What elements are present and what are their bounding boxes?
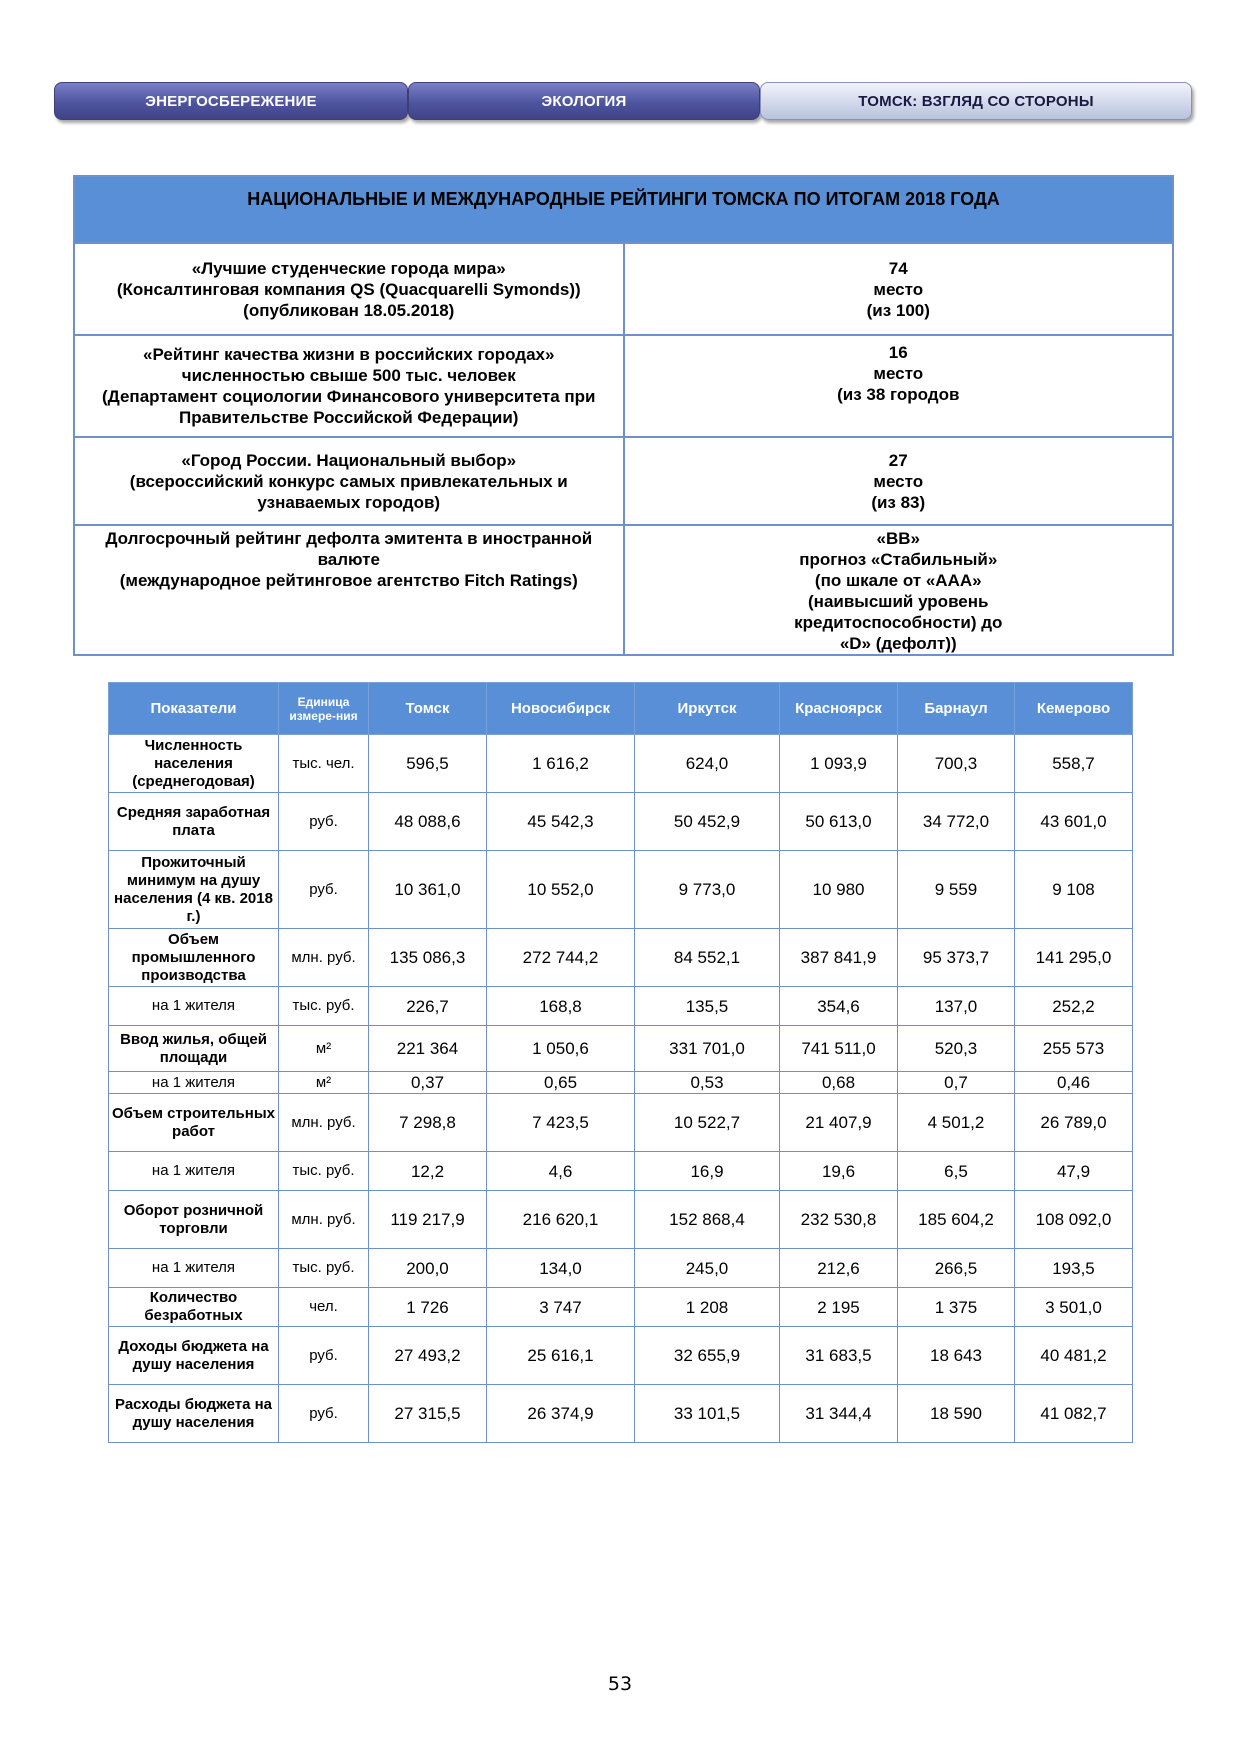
indicator-cell: Оборот розничной торговли	[109, 1191, 279, 1249]
rating-result-line: (наивысший уровень	[808, 592, 989, 611]
indicator-cell: на 1 жителя	[109, 1249, 279, 1288]
table-row	[109, 1288, 1133, 1327]
indicator-cell: Средняя заработная плата	[109, 793, 279, 851]
indicator-cell: Доходы бюджета на душу населения	[109, 1327, 279, 1385]
rating-desc-line: Долгосрочный рейтинг дефолта эмитента в иностранной валюте	[105, 529, 593, 569]
value-cell: 266,5	[898, 1249, 1015, 1288]
value-cell: 18 590	[898, 1385, 1015, 1443]
header-cell: Иркутск	[635, 683, 780, 735]
value-cell: 0,46	[1015, 1072, 1133, 1094]
unit-cell: тыс. чел.	[279, 735, 369, 793]
value-cell: 9 559	[898, 851, 1015, 929]
value-cell: 45 542,3	[487, 793, 635, 851]
value-cell: 185 604,2	[898, 1191, 1015, 1249]
table-row	[109, 793, 1133, 851]
rating-desc-line: (всероссийский конкурс самых привлекательных и узнаваемых городов)	[129, 471, 568, 512]
value-cell: 1 093,9	[780, 735, 898, 793]
value-cell: 558,7	[1015, 735, 1133, 793]
header-cell: Красноярск	[780, 683, 898, 735]
value-cell: 10 361,0	[369, 851, 487, 929]
table-body	[109, 735, 1133, 1443]
indicator-cell: Объем строительных работ	[109, 1094, 279, 1152]
rating-result-line: (по шкале от «ААА»	[814, 571, 982, 590]
value-cell: 216 620,1	[487, 1191, 635, 1249]
indicator-cell: Количество безработных	[109, 1288, 279, 1327]
value-cell: 18 643	[898, 1327, 1015, 1385]
rating-result	[624, 437, 1174, 525]
city-comparison-table	[108, 682, 1133, 1443]
value-cell: 21 407,9	[780, 1094, 898, 1152]
unit-cell: руб.	[279, 851, 369, 929]
unit-cell: руб.	[279, 793, 369, 851]
value-cell: 3 501,0	[1015, 1288, 1133, 1327]
rating-desc-line: «Лучшие студенческие города мира»	[191, 258, 506, 278]
unit-cell: чел.	[279, 1288, 369, 1327]
value-cell: 7 298,8	[369, 1094, 487, 1152]
value-cell: 255 573	[1015, 1026, 1133, 1072]
rating-desc-line: (Департамент социологии Финансового университета при	[102, 387, 596, 406]
value-cell: 9 773,0	[635, 851, 780, 929]
value-cell: 10 980	[780, 851, 898, 929]
rating-result-line: 16	[888, 343, 908, 362]
rating-row	[74, 525, 1173, 655]
header-cell: Барнаул	[898, 683, 1015, 735]
rating-result-line: место	[873, 279, 924, 299]
table-row	[109, 1026, 1133, 1072]
value-cell: 12,2	[369, 1152, 487, 1191]
rating-result	[624, 335, 1174, 437]
unit-cell: тыс. руб.	[279, 987, 369, 1026]
unit-cell: млн. руб.	[279, 1191, 369, 1249]
rating-desc-line: (международное рейтинговое агентство Fitch Ratings)	[119, 571, 578, 590]
page-number: 53	[607, 1673, 633, 1695]
value-cell: 10 522,7	[635, 1094, 780, 1152]
value-cell: 137,0	[898, 987, 1015, 1026]
value-cell: 32 655,9	[635, 1327, 780, 1385]
rating-result-line: прогноз «Стабильный»	[799, 550, 998, 569]
table-row	[109, 1094, 1133, 1152]
value-cell: 135,5	[635, 987, 780, 1026]
value-cell: 48 088,6	[369, 793, 487, 851]
value-cell: 226,7	[369, 987, 487, 1026]
header-cell: Новосибирск	[487, 683, 635, 735]
value-cell: 596,5	[369, 735, 487, 793]
rating-result	[624, 243, 1174, 335]
section-tabs	[54, 82, 1200, 124]
table-row	[109, 1072, 1133, 1094]
table-row	[109, 929, 1133, 987]
unit-cell: руб.	[279, 1385, 369, 1443]
value-cell: 10 552,0	[487, 851, 635, 929]
header-cell: Томск	[369, 683, 487, 735]
rating-desc-line: численностью свыше 500 тыс. человек	[181, 366, 516, 385]
value-cell: 19,6	[780, 1152, 898, 1191]
value-cell: 272 744,2	[487, 929, 635, 987]
value-cell: 331 701,0	[635, 1026, 780, 1072]
value-cell: 141 295,0	[1015, 929, 1133, 987]
ratings-table	[73, 175, 1174, 656]
value-cell: 41 082,7	[1015, 1385, 1133, 1443]
value-cell: 0,68	[780, 1072, 898, 1094]
value-cell: 9 108	[1015, 851, 1133, 929]
indicator-cell: на 1 жителя	[109, 1152, 279, 1191]
rating-result-line: 74	[888, 258, 908, 278]
value-cell: 119 217,9	[369, 1191, 487, 1249]
unit-cell: тыс. руб.	[279, 1152, 369, 1191]
value-cell: 152 868,4	[635, 1191, 780, 1249]
rating-result-line: (из 83)	[871, 492, 926, 512]
value-cell: 700,3	[898, 735, 1015, 793]
indicator-cell: Численность населения (среднегодовая)	[109, 735, 279, 793]
value-cell: 0,7	[898, 1072, 1015, 1094]
value-cell: 168,8	[487, 987, 635, 1026]
tab-ecology[interactable]: ЭКОЛОГИЯ	[408, 82, 760, 120]
rating-row	[74, 243, 1173, 335]
rating-result-line: «BB»	[876, 529, 920, 548]
value-cell: 4 501,2	[898, 1094, 1015, 1152]
indicator-cell: Прожиточный минимум на душу населения (4 кв. 2018 г.)	[109, 851, 279, 929]
value-cell: 31 683,5	[780, 1327, 898, 1385]
table-row	[109, 1249, 1133, 1288]
value-cell: 0,53	[635, 1072, 780, 1094]
rating-description	[74, 437, 624, 525]
value-cell: 27 493,2	[369, 1327, 487, 1385]
value-cell: 33 101,5	[635, 1385, 780, 1443]
value-cell: 387 841,9	[780, 929, 898, 987]
value-cell: 50 613,0	[780, 793, 898, 851]
value-cell: 1 208	[635, 1288, 780, 1327]
unit-cell: м²	[279, 1072, 369, 1094]
rating-desc-line: «Рейтинг качества жизни в российских городах»	[143, 345, 555, 364]
value-cell: 354,6	[780, 987, 898, 1026]
rating-desc-line: (Консалтинговая компания QS (Quacquarelli Symonds)) (опубликован 18.05.2018)	[116, 279, 581, 320]
rating-result-line: кредитоспособности) до	[794, 613, 1003, 632]
value-cell: 135 086,3	[369, 929, 487, 987]
table-row	[109, 735, 1133, 793]
value-cell: 6,5	[898, 1152, 1015, 1191]
header-cell: Единица измере-ния	[279, 683, 369, 735]
value-cell: 2 195	[780, 1288, 898, 1327]
value-cell: 0,65	[487, 1072, 635, 1094]
unit-cell: руб.	[279, 1327, 369, 1385]
table-row	[109, 987, 1133, 1026]
value-cell: 245,0	[635, 1249, 780, 1288]
value-cell: 221 364	[369, 1026, 487, 1072]
value-cell: 43 601,0	[1015, 793, 1133, 851]
rating-result-line: место	[873, 364, 924, 383]
value-cell: 4,6	[487, 1152, 635, 1191]
value-cell: 34 772,0	[898, 793, 1015, 851]
value-cell: 95 373,7	[898, 929, 1015, 987]
value-cell: 31 344,4	[780, 1385, 898, 1443]
ratings-title: НАЦИОНАЛЬНЫЕ И МЕЖДУНАРОДНЫЕ РЕЙТИНГИ ТОМСКА ПО ИТОГАМ 2018 ГОДА	[74, 176, 1173, 243]
rating-result-line: (из 100)	[866, 300, 930, 320]
rating-result	[624, 525, 1174, 655]
value-cell: 1 616,2	[487, 735, 635, 793]
value-cell: 1 050,6	[487, 1026, 635, 1072]
value-cell: 47,9	[1015, 1152, 1133, 1191]
indicator-cell: на 1 жителя	[109, 1072, 279, 1094]
table-row	[109, 1191, 1133, 1249]
table-header-row	[109, 683, 1133, 735]
table-row	[109, 1327, 1133, 1385]
value-cell: 200,0	[369, 1249, 487, 1288]
rating-row	[74, 335, 1173, 437]
value-cell: 252,2	[1015, 987, 1133, 1026]
value-cell: 26 789,0	[1015, 1094, 1133, 1152]
value-cell: 27 315,5	[369, 1385, 487, 1443]
rating-description	[74, 335, 624, 437]
table-row	[109, 851, 1133, 929]
value-cell: 741 511,0	[780, 1026, 898, 1072]
unit-cell: млн. руб.	[279, 1094, 369, 1152]
value-cell: 3 747	[487, 1288, 635, 1327]
unit-cell: м²	[279, 1026, 369, 1072]
value-cell: 134,0	[487, 1249, 635, 1288]
value-cell: 212,6	[780, 1249, 898, 1288]
tab-energy-saving[interactable]: ЭНЕРГОСБЕРЕЖЕНИЕ	[54, 82, 408, 120]
value-cell: 40 481,2	[1015, 1327, 1133, 1385]
indicator-cell: Расходы бюджета на душу населения	[109, 1385, 279, 1443]
table-row	[109, 1385, 1133, 1443]
value-cell: 0,37	[369, 1072, 487, 1094]
unit-cell: млн. руб.	[279, 929, 369, 987]
value-cell: 624,0	[635, 735, 780, 793]
tab-tomsk-outside-view[interactable]: ТОМСК: ВЗГЛЯД СО СТОРОНЫ	[760, 82, 1192, 120]
rating-description	[74, 243, 624, 335]
rating-result-line: 27	[888, 450, 908, 470]
rating-desc-line: «Город России. Национальный выбор»	[181, 450, 517, 470]
value-cell: 232 530,8	[780, 1191, 898, 1249]
indicator-cell: Объем промышленного производства	[109, 929, 279, 987]
rating-row	[74, 437, 1173, 525]
rating-desc-line: Правительстве Российской Федерации)	[179, 408, 519, 427]
value-cell: 16,9	[635, 1152, 780, 1191]
rating-result-line: место	[873, 471, 924, 491]
rating-result-line: «D» (дефолт))	[839, 634, 957, 653]
value-cell: 108 092,0	[1015, 1191, 1133, 1249]
unit-cell: тыс. руб.	[279, 1249, 369, 1288]
indicator-cell: Ввод жилья, общей площади	[109, 1026, 279, 1072]
value-cell: 7 423,5	[487, 1094, 635, 1152]
value-cell: 193,5	[1015, 1249, 1133, 1288]
value-cell: 520,3	[898, 1026, 1015, 1072]
value-cell: 25 616,1	[487, 1327, 635, 1385]
header-cell: Кемерово	[1015, 683, 1133, 735]
header-cell: Показатели	[109, 683, 279, 735]
rating-result-line: (из 38 городов	[837, 385, 960, 404]
indicator-cell: на 1 жителя	[109, 987, 279, 1026]
table-row	[109, 1152, 1133, 1191]
value-cell: 50 452,9	[635, 793, 780, 851]
rating-description	[74, 525, 624, 655]
value-cell: 1 375	[898, 1288, 1015, 1327]
value-cell: 1 726	[369, 1288, 487, 1327]
value-cell: 84 552,1	[635, 929, 780, 987]
value-cell: 26 374,9	[487, 1385, 635, 1443]
